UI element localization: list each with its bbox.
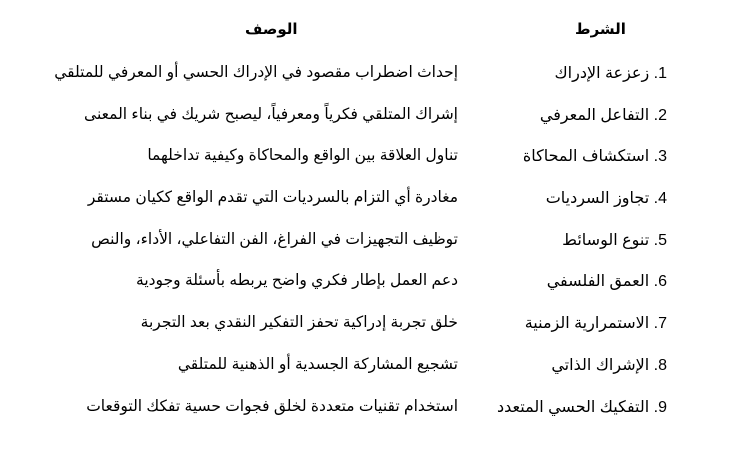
- description-cell: دعم العمل بإطار فكري واضح يربطه بأسئلة وجودية: [136, 272, 458, 290]
- row-number: 7.: [653, 315, 667, 333]
- condition-cell: [487, 230, 667, 250]
- row-number: 9.: [653, 398, 667, 416]
- header-description: الوصف: [245, 21, 298, 38]
- condition-text: العمق الفلسفي: [546, 273, 650, 291]
- condition-text: استكشاف المحاكاة: [522, 148, 650, 166]
- header-condition: الشرط: [575, 21, 626, 38]
- table-row: [0, 102, 735, 144]
- table-row: [0, 394, 735, 436]
- row-number: 2.: [653, 106, 667, 124]
- condition-text: التفكيك الحسي المتعدد: [497, 398, 650, 416]
- description-cell: خلق تجربة إدراكية تحفز التفكير النقدي بعد التجربة: [140, 314, 458, 332]
- description-cell: استخدام تقنيات متعددة لخلق فجوات حسية تفكك التوقعات: [86, 397, 458, 415]
- condition-text: الإشراك الذاتي: [551, 356, 650, 374]
- table-row: [0, 268, 735, 310]
- description-cell: مغادرة أي التزام بالسرديات التي تقدم الواقع ككيان مستقر: [87, 189, 458, 207]
- description-cell: تشجيع المشاركة الجسدية أو الذهنية للمتلقي: [177, 355, 458, 373]
- table-row: [0, 143, 735, 185]
- description-cell: تناول العلاقة بين الواقع والمحاكاة وكيفية تداخلهما: [147, 147, 458, 165]
- row-number: 8.: [653, 356, 667, 374]
- description-cell: توظيف التجهيزات في الفراغ، الفن التفاعلي، الأداء، والنص: [91, 230, 458, 248]
- condition-text: تجاوز السرديات: [545, 190, 650, 208]
- condition-cell: [487, 271, 667, 291]
- condition-cell: [487, 397, 667, 417]
- condition-text: تنوع الوسائط: [562, 231, 650, 249]
- table-row: [0, 227, 735, 269]
- table-row: [0, 60, 735, 102]
- table-row: [0, 310, 735, 352]
- row-number: 1.: [653, 65, 667, 82]
- condition-cell: [487, 63, 667, 83]
- condition-cell: [487, 188, 667, 208]
- condition-cell: [487, 355, 667, 375]
- condition-cell: [487, 105, 667, 125]
- description-cell: إشراك المتلقي فكرياً ومعرفياً، ليصبح شريك في بناء المعنى: [84, 105, 458, 123]
- condition-text: زعزعة الإدراك: [554, 65, 650, 82]
- condition-cell: [487, 313, 667, 333]
- description-cell: إحداث اضطراب مقصود في الإدراك الحسي أو المعرفي للمتلقي: [54, 64, 458, 81]
- condition-text: التفاعل المعرفي: [539, 106, 650, 124]
- rows-list: [0, 60, 735, 435]
- table-row: [0, 352, 735, 394]
- row-number: 3.: [653, 148, 667, 166]
- condition-cell: [487, 146, 667, 166]
- table-row: [0, 185, 735, 227]
- row-number: 4.: [653, 190, 667, 208]
- row-number: 6.: [653, 273, 667, 291]
- condition-text: الاستمرارية الزمنية: [524, 315, 650, 333]
- row-number: 5.: [653, 231, 667, 249]
